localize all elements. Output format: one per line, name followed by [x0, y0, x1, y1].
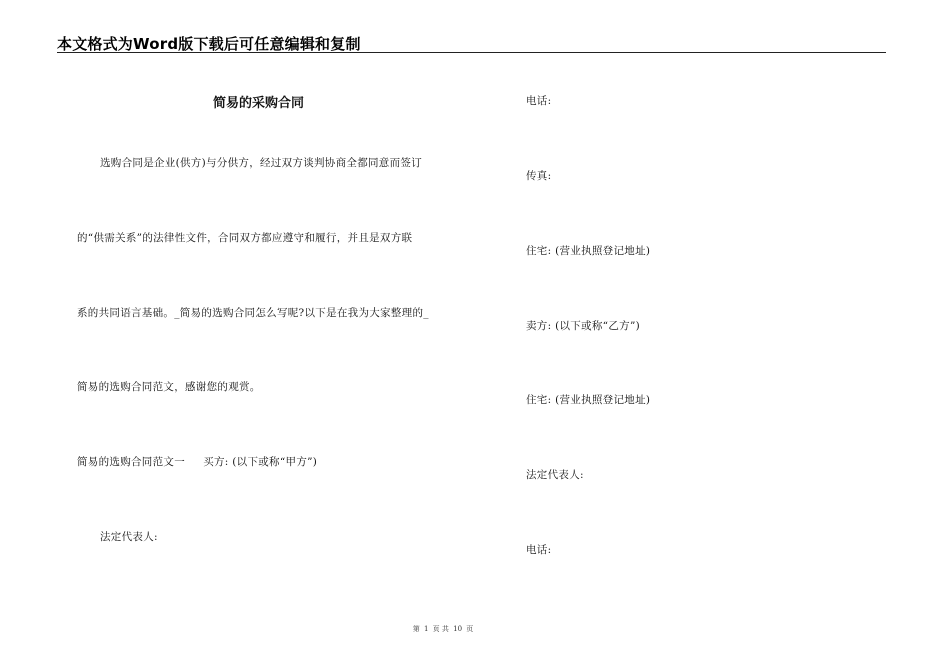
header-banner: 本文格式为Word版下载后可任意编辑和复制 — [57, 35, 361, 53]
page-number-mid: 页 共 — [432, 625, 449, 633]
left-paragraph-line: 简易的选购合同范文，感谢您的观赏。 — [77, 381, 261, 393]
right-field-line: 法定代表人: — [526, 469, 584, 481]
right-field-line: 传真: — [526, 170, 552, 182]
right-field-line: 卖方: (以下或称“乙方”) — [526, 320, 641, 332]
page-number — [0, 624, 886, 634]
header-divider — [57, 52, 886, 53]
left-paragraph-line: 系的共同语言基础。_简易的选购合同怎么写呢?以下是在我为大家整理的_ — [77, 307, 429, 319]
right-field-line: 住宅: (营业执照登记地址) — [526, 394, 651, 406]
page-number-current: 1 — [423, 625, 429, 633]
page-number-prefix: 第 — [412, 625, 420, 633]
left-paragraph-line: 法定代表人: — [100, 531, 158, 543]
document-title: 简易的采购合同 — [213, 96, 305, 111]
right-field-line: 电话: — [526, 544, 552, 556]
right-field-line: 电话: — [526, 95, 552, 107]
page-number-total: 10 — [453, 625, 463, 633]
left-paragraph-line: 简易的选购合同范文一 买方: (以下或称“甲方”) — [77, 456, 318, 468]
left-paragraph-line: 的“供需关系”的法律性文件，合同双方都应遵守和履行，并且是双方联 — [77, 232, 413, 244]
left-paragraph-line: 选购合同是企业(供方)与分供方，经过双方谈判协商全都同意而签订 — [100, 157, 422, 169]
right-field-line: 住宅: (营业执照登记地址) — [526, 245, 651, 257]
page-number-suffix: 页 — [466, 625, 474, 633]
